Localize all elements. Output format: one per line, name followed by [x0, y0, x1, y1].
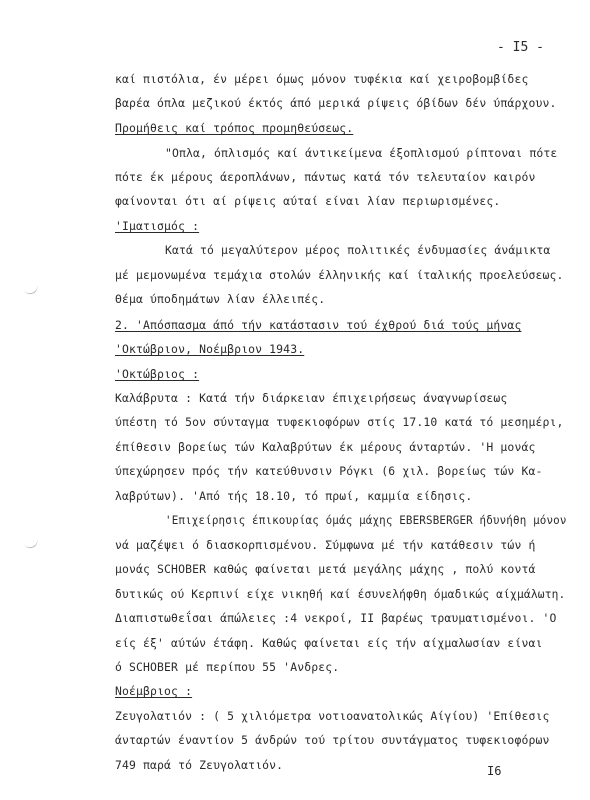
text-line: ύπέστη τό 5ον σύνταγμα τυφεκιοφόρων στίς 17.10 κατά τό μεσημέρι, — [115, 415, 564, 429]
page-number-bottom: I6 — [487, 764, 502, 778]
text-line: έπίθεσιν βορείως τών Καλαβρύτων έκ μέρους άνταρτών. 'Η μονάς — [115, 440, 536, 454]
text-line: λαβρύτων). 'Από τής 18.10, τό πρωί, καμμία είδησις. — [115, 489, 473, 503]
text-line: Διαπιστωθεΐσαι άπώλειες :4 νεκροί, II βαρέως τραυματισμένοι. 'Ο — [115, 611, 557, 625]
text-line: "Οπλα, όπλισμός καί άντικείμενα έξοπλισμού ρίπτοναι πότε — [165, 146, 558, 160]
text-line: δυτικώς ού Κερπινί είχε νικηθή καί έσυνελήφθη όμαδικώς αίχμάλωτη. — [115, 587, 566, 601]
text-line: νά μαζέψει ό διασκορπισμένου. Σύμφωνα μέ τήν κατάθεσιν τών ή — [115, 538, 536, 552]
text-line: πότε έκ μέρους άεροπλάνων, πάντως κατά τόν τελευταίον καιρόν — [115, 170, 536, 184]
section-heading-clothing: 'Ιματισμός : — [115, 219, 200, 233]
text-line: βαρέα όπλα μεζικού έκτός άπό μερικά ρίψεις όβίδων δέν ύπάρχουν. — [115, 96, 557, 110]
text-line: ύπεχώρησεν πρός τήν κατεύθυνσιν Ρόγκι (6 χιλ. βορείως τών Κα- — [115, 464, 543, 478]
text-line: Καλάβρυτα : Κατά τήν διάρκειαν έπιχειρήσεως άναγνωρίσεως — [115, 391, 508, 405]
text-line: Κατά τό μεγαλύτερον μέρος πολιτικές ένδυμασίες άνάμικτα — [165, 243, 551, 257]
text-line: είς έξ' αύτών έτάφη. Καθώς φαίνεται είς τήν αίχμαλωσίαν είναι — [115, 636, 543, 650]
section-heading-excerpt: 2. 'Απόσπασμα άπό τήν κατάστασιν τού έχθρού διά τούς μήνας — [115, 318, 522, 332]
text-line: μονάς SCHOBER καθώς φαίνεται μετά μεγάλης μάχης , πολύ κοντά — [115, 562, 536, 576]
section-heading-supply: Προμήθεις καί τρόπος προμηθεύσεως. — [115, 121, 354, 135]
text-line: ό SCHOBER μέ περίπου 55 'Ανδρες. — [115, 660, 340, 674]
punch-hole-mark — [23, 282, 40, 296]
text-line: μέ μεμονωμένα τεμάχια στολών έλληνικής καί ίταλικής προελεύσεως. — [115, 268, 564, 282]
text-line: φαίνονται ότι αί ρίψεις αύταί είναι λίαν περιωρισμένες. — [115, 194, 501, 208]
page-number-top: - I5 - — [497, 40, 544, 55]
text-line: 749 παρά τό Ζευγολατιόν. — [115, 758, 284, 772]
section-heading-excerpt-cont: 'Οκτώβριον, Νοέμβριον 1943. — [115, 342, 305, 356]
punch-hole-mark — [23, 536, 40, 550]
month-heading-november: Νοέμβριος : — [115, 684, 193, 698]
text-line: άνταρτών έναντίον 5 άνδρών τού τρίτου συντάγματος τυφεκιοφόρων — [115, 733, 550, 747]
text-line: 'Επιχείρησις έπικουρίας όμάς μάχης EBERSBERGER ήδυνήθη μόνον — [165, 513, 567, 527]
text-line: Ζευγολατιόν : ( 5 χιλιόμετρα νοτιοανατολικώς Αίγίου) 'Επίθεσις — [115, 709, 550, 723]
text-line: Θέμα ύποδημάτων λίαν έλλειπές. — [115, 292, 326, 306]
text-line: καί πιστόλια, έν μέρει όμως μόνον τυφέκια καί χειροβομβίδες — [115, 72, 529, 86]
month-heading-october: 'Οκτώβριος : — [115, 367, 200, 381]
